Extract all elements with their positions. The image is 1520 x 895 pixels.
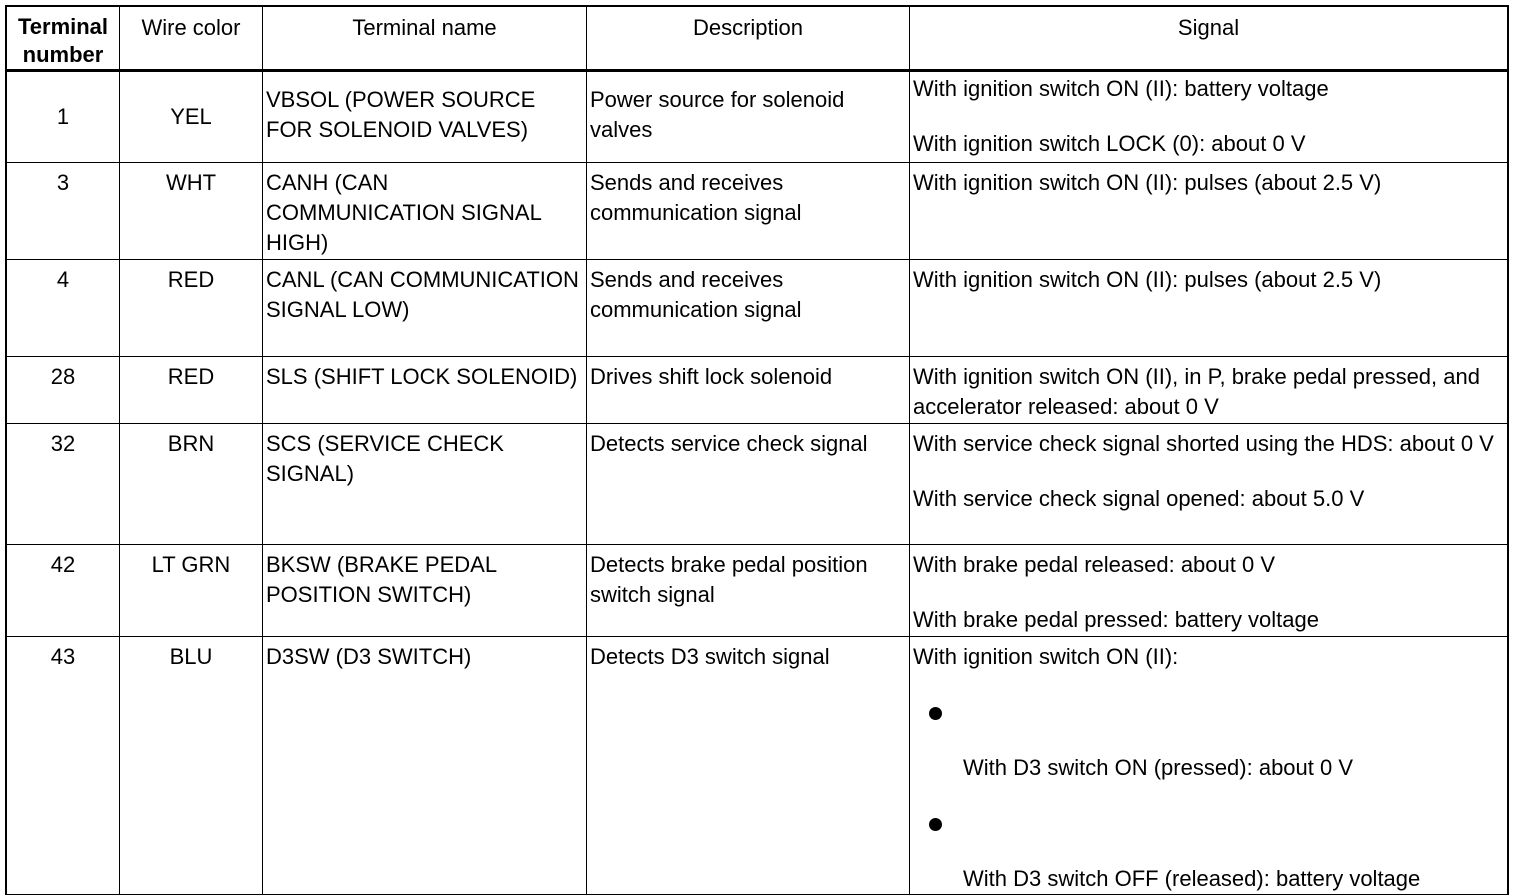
terminal-description: Detects service check signal: [587, 424, 910, 545]
terminal-description: Detects D3 switch signal: [587, 637, 910, 895]
terminal-name: SLS (SHIFT LOCK SOLENOID): [263, 357, 587, 424]
terminal-signal: [910, 424, 1508, 545]
signal-line: With ignition switch ON (II): pulses (about 2.5 V): [913, 170, 1382, 195]
table-row: [7, 163, 1508, 260]
terminal-number: 28: [7, 357, 120, 424]
terminal-number: 42: [7, 545, 120, 637]
terminal-number: 3: [7, 163, 120, 260]
signal-line: With service check signal opened: about 5.0 V: [913, 486, 1365, 511]
terminal-table: [6, 6, 1508, 895]
wire-color: YEL: [120, 71, 263, 163]
terminal-signal: [910, 71, 1508, 163]
signal-line: With ignition switch LOCK (0): about 0 V: [913, 131, 1306, 156]
wire-color: WHT: [120, 163, 263, 260]
signal-line: With ignition switch ON (II), in P, brake pedal pressed, and accelerator released: about 0 V: [913, 364, 1480, 419]
terminal-name: D3SW (D3 SWITCH): [263, 637, 587, 895]
signal-line: With brake pedal pressed: battery voltage: [913, 607, 1320, 632]
header-terminal-line2: number: [22, 42, 104, 67]
terminal-name: BKSW (BRAKE PEDAL POSITION SWITCH): [263, 545, 587, 637]
terminal-name: CANL (CAN COMMUNICATION SIGNAL LOW): [263, 260, 587, 357]
wire-color: RED: [120, 260, 263, 357]
signal-bullet-text: With D3 switch ON (pressed): about 0 V: [963, 755, 1354, 780]
table-row: [7, 637, 1508, 895]
terminal-signal: [910, 357, 1508, 424]
wire-color: BRN: [120, 424, 263, 545]
header-terminal-number: [7, 7, 120, 71]
table-row: [7, 424, 1508, 545]
header-wire-color: Wire color: [120, 7, 263, 71]
header-terminal-name: Terminal name: [263, 7, 587, 71]
terminal-name: SCS (SERVICE CHECK SIGNAL): [263, 424, 587, 545]
terminal-signal: [910, 545, 1508, 637]
terminal-name: VBSOL (POWER SOURCE FOR SOLENOID VALVES): [263, 71, 587, 163]
wire-color: BLU: [120, 637, 263, 895]
bullet-dot-icon: [929, 707, 942, 720]
signal-line: With brake pedal released: about 0 V: [913, 552, 1276, 577]
terminal-number: 4: [7, 260, 120, 357]
bullet-row: [913, 698, 1504, 728]
table-row: [7, 357, 1508, 424]
terminal-description: Sends and receives communication signal: [587, 260, 910, 357]
header-terminal-line1: Terminal: [17, 14, 109, 39]
header-signal: Signal: [910, 7, 1508, 71]
terminal-signal: [910, 260, 1508, 357]
terminal-number: 1: [7, 71, 120, 163]
terminal-description: Detects brake pedal position switch signal: [587, 545, 910, 637]
table-row: [7, 71, 1508, 163]
terminal-number: 32: [7, 424, 120, 545]
bullet-row: [913, 809, 1504, 839]
terminal-description: Power source for solenoid valves: [587, 71, 910, 163]
header-row: [7, 7, 1508, 71]
signal-bullet-text: With D3 switch OFF (released): battery voltage: [963, 866, 1421, 891]
terminal-signal: [910, 163, 1508, 260]
terminal-number: 43: [7, 637, 120, 895]
terminal-description: Sends and receives communication signal: [587, 163, 910, 260]
signal-line: With ignition switch ON (II): pulses (about 2.5 V): [913, 267, 1382, 292]
table-row: [7, 545, 1508, 637]
terminal-name: CANH (CAN COMMUNICATION SIGNAL HIGH): [263, 163, 587, 260]
wire-color: LT GRN: [120, 545, 263, 637]
terminal-signal: [910, 637, 1508, 895]
terminal-description: Drives shift lock solenoid: [587, 357, 910, 424]
signal-line: With ignition switch ON (II): battery voltage: [913, 76, 1329, 101]
header-description: Description: [587, 7, 910, 71]
signal-line: With service check signal shorted using the HDS: about 0 V: [913, 431, 1494, 456]
table-header: [7, 7, 1508, 71]
bullet-dot-icon: [929, 818, 942, 831]
table-row: [7, 260, 1508, 357]
signal-intro: With ignition switch ON (II):: [913, 644, 1179, 669]
wire-color: RED: [120, 357, 263, 424]
